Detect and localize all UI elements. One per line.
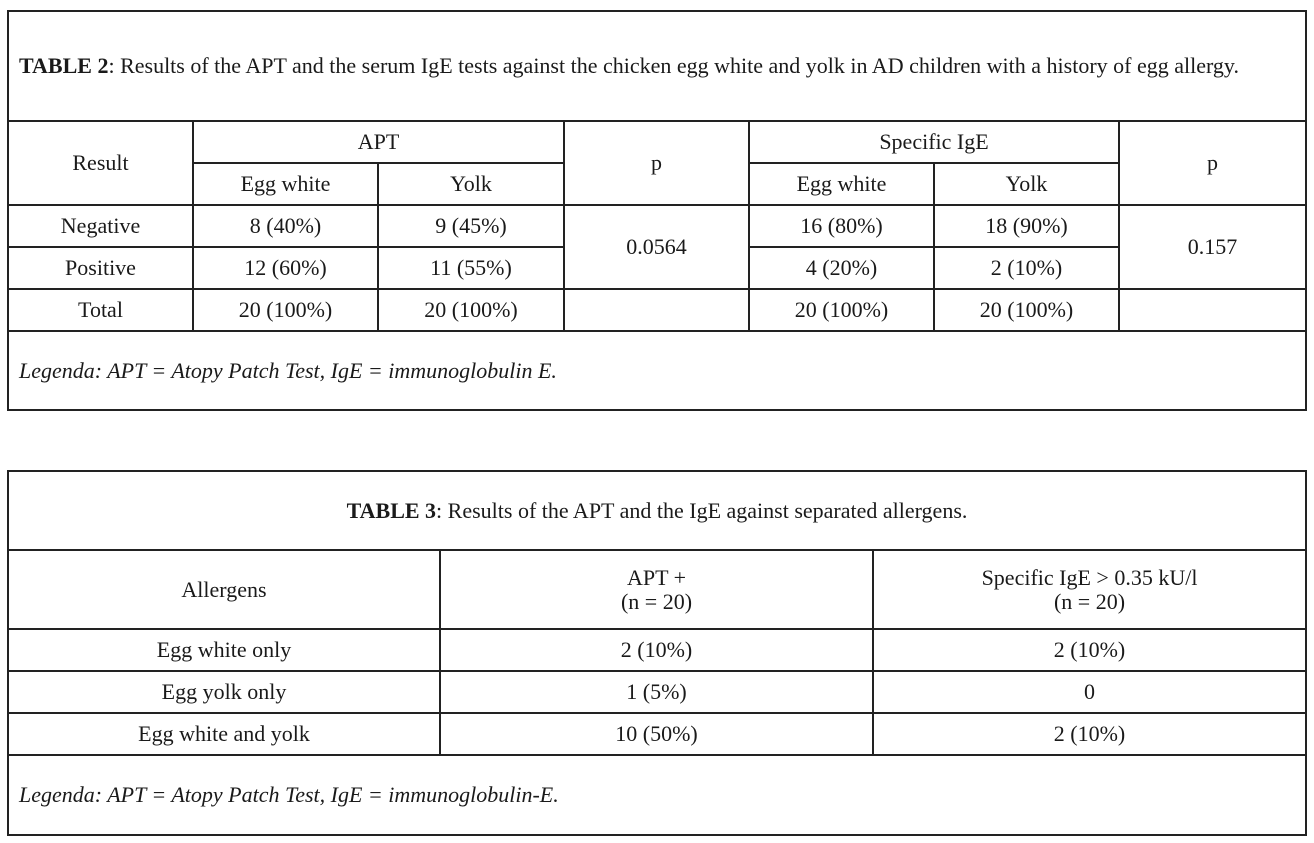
table-row <box>8 713 1306 755</box>
cell-p-ige: 0.157 <box>1119 205 1306 289</box>
table-row <box>8 629 1306 671</box>
cell-allergen: Egg white and yolk <box>8 713 440 755</box>
cell-ige-yolk: 20 (100%) <box>934 289 1119 331</box>
header-ige-line2: (n = 20) <box>1053 588 1126 614</box>
header-apt: APT <box>193 121 564 163</box>
cell-apt-yolk: 9 (45%) <box>378 205 564 247</box>
header-ige-yolk: Yolk <box>934 163 1119 205</box>
cell-ige-yolk: 2 (10%) <box>934 247 1119 289</box>
table-2-caption-text: : Results of the APT and the serum IgE tests against the chicken egg white and yolk in AD children with a history of egg allergy. <box>108 53 1239 78</box>
cell-apt: 2 (10%) <box>440 629 873 671</box>
header-apt-line1: APT + <box>626 564 687 590</box>
header-ige-egg-white: Egg white <box>749 163 934 205</box>
cell-apt: 10 (50%) <box>440 713 873 755</box>
cell-apt-yolk: 11 (55%) <box>378 247 564 289</box>
header-specific-ige <box>873 550 1306 629</box>
header-apt-yolk: Yolk <box>378 163 564 205</box>
cell-apt-white: 20 (100%) <box>193 289 378 331</box>
header-p-ige: p <box>1119 121 1306 205</box>
cell-empty <box>1119 289 1306 331</box>
header-apt-egg-white: Egg white <box>193 163 378 205</box>
header-specific-ige: Specific IgE <box>749 121 1119 163</box>
table-2-legend: Legenda: APT = Atopy Patch Test, IgE = immunoglobulin E. <box>8 331 1306 410</box>
table-3-caption <box>8 471 1306 550</box>
cell-empty <box>564 289 749 331</box>
table-2-label: TABLE 2 <box>19 53 109 78</box>
cell-ige: 2 (10%) <box>873 713 1306 755</box>
cell-apt: 1 (5%) <box>440 671 873 713</box>
row-label: Total <box>8 289 193 331</box>
cell-allergen: Egg white only <box>8 629 440 671</box>
cell-ige: 2 (10%) <box>873 629 1306 671</box>
table-row <box>8 205 1306 247</box>
table-2 <box>7 10 1307 411</box>
table-2-caption <box>8 11 1306 121</box>
header-p-apt: p <box>564 121 749 205</box>
cell-ige: 0 <box>873 671 1306 713</box>
table-row <box>8 289 1306 331</box>
table-3-caption-text: : Results of the APT and the IgE against separated allergens. <box>436 497 968 523</box>
header-result: Result <box>8 121 193 205</box>
header-ige-line1: Specific IgE > 0.35 kU/l <box>981 564 1198 590</box>
cell-p-apt: 0.0564 <box>564 205 749 289</box>
cell-ige-white: 4 (20%) <box>749 247 934 289</box>
table-3 <box>7 470 1307 836</box>
cell-apt-white: 12 (60%) <box>193 247 378 289</box>
table-row <box>8 671 1306 713</box>
cell-allergen: Egg yolk only <box>8 671 440 713</box>
cell-ige-yolk: 18 (90%) <box>934 205 1119 247</box>
header-allergens: Allergens <box>8 550 440 629</box>
cell-ige-white: 20 (100%) <box>749 289 934 331</box>
header-apt-positive <box>440 550 873 629</box>
header-apt-line2: (n = 20) <box>620 588 693 614</box>
cell-apt-yolk: 20 (100%) <box>378 289 564 331</box>
cell-ige-white: 16 (80%) <box>749 205 934 247</box>
table-3-label: TABLE 3 <box>346 497 437 523</box>
cell-apt-white: 8 (40%) <box>193 205 378 247</box>
row-label: Negative <box>8 205 193 247</box>
table-3-legend: Legenda: APT = Atopy Patch Test, IgE = immunoglobulin-E. <box>8 755 1306 835</box>
row-label: Positive <box>8 247 193 289</box>
